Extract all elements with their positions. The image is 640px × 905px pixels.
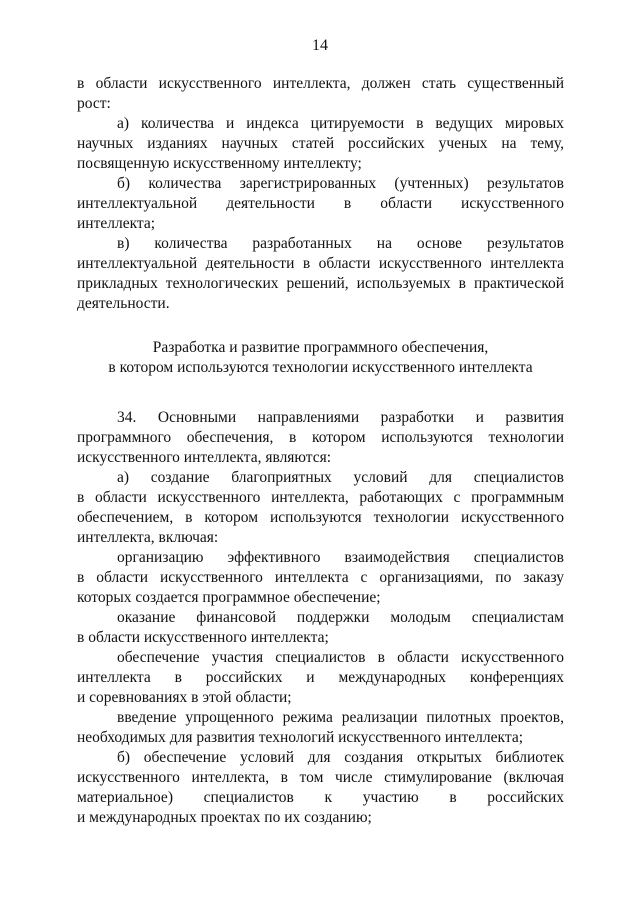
text-line: обеспечением, в котором используются технологии искусственного (77, 509, 564, 526)
text-line: в области искусственного интеллекта; (77, 629, 329, 646)
text-line: искусственного интеллекта, в том числе стимулирование (включая (77, 769, 564, 786)
text-line: интеллекта; (77, 215, 156, 232)
text-line: деятельности. (77, 295, 170, 312)
text-line: 34. Основными направлениями разработки и развития (117, 409, 564, 426)
page-number: 14 (312, 37, 328, 54)
text-line: в) количества разработанных на основе результатов (117, 235, 564, 252)
text-line: необходимых для развития технологий искусственного интеллекта; (77, 729, 524, 746)
paragraph-item-v (77, 234, 564, 314)
text-line: а) количества и индекса цитируемости в ведущих мировых (117, 115, 564, 132)
text-line: прикладных технологических решений, используемых в практической (77, 275, 564, 292)
paragraph-item-b (77, 174, 564, 234)
text-line: интеллекта в российских и международных конференциях (77, 669, 564, 686)
paragraph-34 (77, 408, 564, 468)
heading-line: Разработка и развитие программного обеспечения, (152, 339, 489, 356)
paragraph-financial-support (77, 608, 564, 648)
section-heading (77, 338, 564, 378)
text-line: оказание финансовой поддержки молодым специалистам (117, 609, 564, 626)
document-body (77, 74, 564, 828)
text-line: искусственного интеллекта, являются: (77, 449, 332, 466)
paragraph-intro (77, 74, 564, 114)
text-line: программного обеспечения, в котором используются технологии (77, 429, 564, 446)
text-line: материальное) специалистов к участию в российских (77, 789, 564, 806)
text-line: и соревнованиях в этой области; (77, 689, 292, 706)
text-line: интеллекта, включая: (77, 529, 219, 546)
text-line: а) создание благоприятных условий для специалистов (117, 469, 564, 486)
paragraph-item-a (77, 114, 564, 174)
text-line: интеллектуальной деятельности в области искусственного интеллекта (77, 255, 564, 272)
text-line: б) количества зарегистрированных (учтенных) результатов (117, 175, 564, 192)
text-line: б) обеспечение условий для создания открытых библиотек (117, 749, 564, 766)
text-line: и международных проектах по их созданию; (77, 809, 372, 826)
paragraph-pilot-projects (77, 708, 564, 748)
heading-line: в котором используются технологии искусственного интеллекта (108, 359, 533, 376)
text-line: научных изданиях научных статей российских ученых на тему, (77, 135, 564, 152)
text-line: в области искусственного интеллекта с организациями, по заказу (77, 569, 564, 586)
paragraph-organization (77, 548, 564, 608)
text-line: организацию эффективного взаимодействия специалистов (117, 549, 564, 566)
text-line: в области искусственного интеллекта, работающих с программным (77, 489, 564, 506)
text-line: рост: (77, 95, 111, 112)
text-line: обеспечение участия специалистов в области искусственного (117, 649, 564, 666)
paragraph-participation (77, 648, 564, 708)
text-line: в области искусственного интеллекта, должен стать существенный (77, 75, 564, 92)
text-line: посвященную искусственному интеллекту; (77, 155, 362, 172)
text-line: интеллектуальной деятельности в области искусственного (77, 195, 564, 212)
paragraph-34-a (77, 468, 564, 548)
text-line: введение упрощенного режима реализации пилотных проектов, (117, 709, 564, 726)
paragraph-34-b (77, 748, 564, 828)
text-line: которых создается программное обеспечение; (77, 589, 381, 606)
